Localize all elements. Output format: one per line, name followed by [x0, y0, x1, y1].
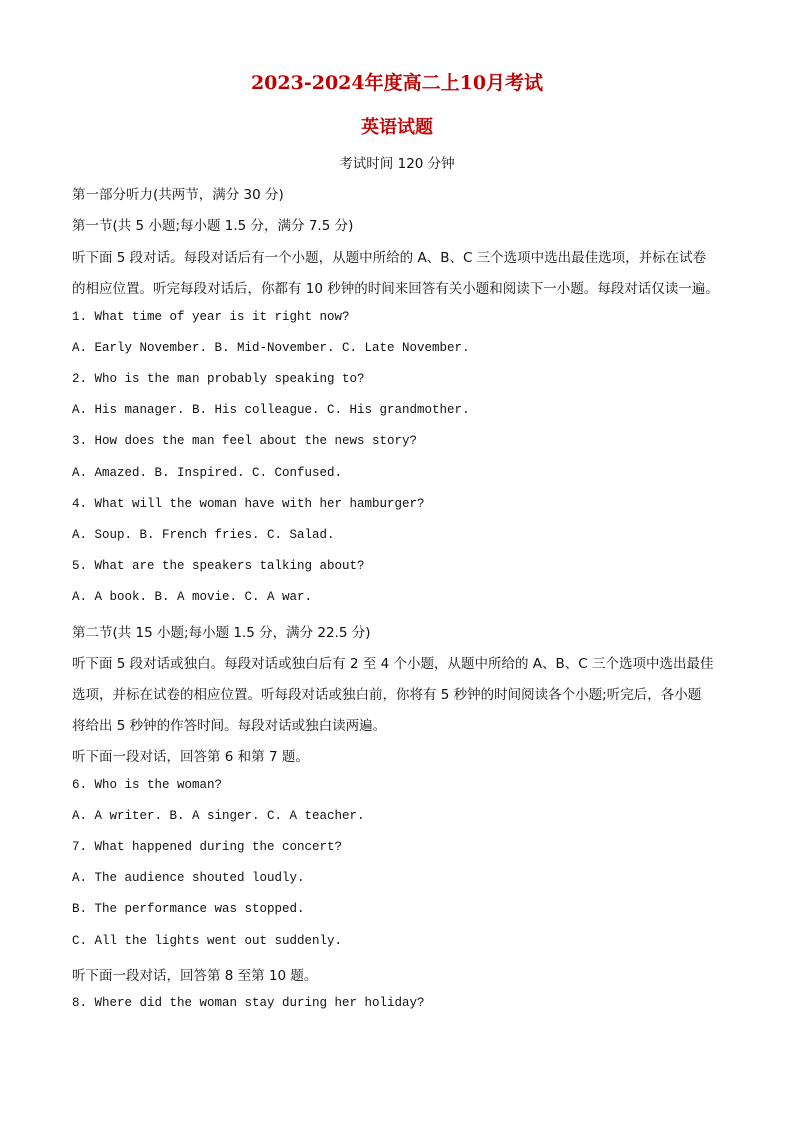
question-7-option-b: B. The performance was stopped. — [72, 902, 305, 916]
section2-instructions-line2: 选项，并标在试卷的相应位置。听每段对话或独白前，你将有 5 秒钟的时间阅读各个小题;听完后，各小题 — [72, 687, 702, 703]
section2-instructions-line1: 听下面 5 段对话或独白。每段对话或独白后有 2 至 4 个小题，从题中所给的 A、B、C 三个选项中选出最佳 — [72, 656, 714, 672]
question-6: 6. Who is the woman? — [72, 778, 223, 792]
section1-instructions-line2: 的相应位置。听完每段对话后，你都有 10 秒钟的时间来回答有关小题和阅读下一小题。每段对话仅读一遍。 — [72, 281, 719, 297]
exam-time: 考试时间 120 分钟 — [339, 156, 455, 172]
exam-subject: 英语试题 — [361, 117, 433, 138]
question-1: 1. What time of year is it right now? — [72, 310, 350, 324]
exam-title: 2023-2024年度高二上10月考试 — [250, 72, 544, 94]
question-7-option-a: A. The audience shouted loudly. — [72, 871, 305, 885]
question-6-options: A. A writer. B. A singer. C. A teacher. — [72, 809, 365, 823]
question-8: 8. Where did the woman stay during her holiday? — [72, 996, 425, 1010]
question-3: 3. How does the man feel about the news story? — [72, 434, 418, 448]
question-7-option-c: C. All the lights went out suddenly. — [72, 934, 343, 948]
section2-heading: 第二节(共 15 小题;每小题 1.5 分，满分 22.5 分) — [72, 625, 371, 641]
question-3-options: A. Amazed. B. Inspired. C. Confused. — [72, 466, 343, 480]
question-2-options: A. His manager. B. His colleague. C. His grandmother. — [72, 403, 470, 417]
question-5: 5. What are the speakers talking about? — [72, 559, 365, 573]
section1-heading: 第一节(共 5 小题;每小题 1.5 分，满分 7.5 分) — [72, 218, 354, 234]
group1-intro: 听下面一段对话，回答第 6 和第 7 题。 — [72, 749, 309, 765]
group2-intro: 听下面一段对话，回答第 8 至第 10 题。 — [72, 968, 318, 984]
question-7: 7. What happened during the concert? — [72, 840, 343, 854]
section2-instructions-line3: 将给出 5 秒钟的作答时间。每段对话或独白读两遍。 — [72, 718, 387, 734]
section1-instructions-line1: 听下面 5 段对话。每段对话后有一个小题，从题中所给的 A、B、C 三个选项中选出最佳选项，并标在试卷 — [72, 250, 707, 266]
question-4: 4. What will the woman have with her hamburger? — [72, 497, 425, 511]
question-4-options: A. Soup. B. French fries. C. Salad. — [72, 528, 335, 542]
question-2: 2. Who is the man probably speaking to? — [72, 372, 365, 386]
part1-heading: 第一部分听力(共两节，满分 30 分) — [72, 187, 284, 203]
question-5-options: A. A book. B. A movie. C. A war. — [72, 590, 313, 604]
question-1-options: A. Early November. B. Mid-November. C. Late November. — [72, 341, 470, 355]
